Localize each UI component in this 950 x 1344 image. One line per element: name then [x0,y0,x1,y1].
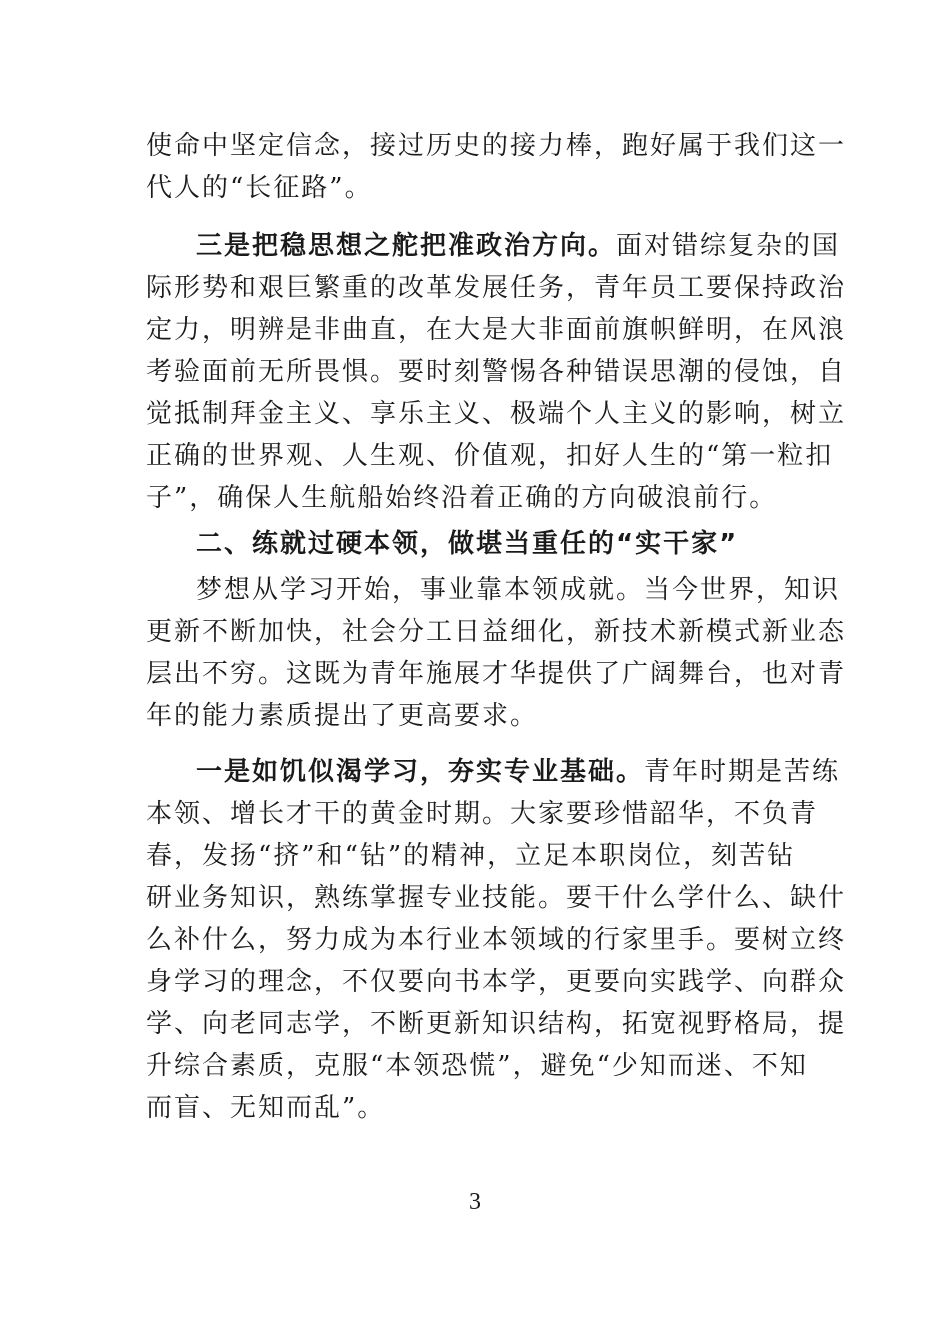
text-run: 而盲、无知而乱”。 [146,1093,386,1123]
page-number: 3 [469,1189,481,1215]
text-line [146,436,834,476]
bold-lead-text: 一是如饥似渴学习，夯实专业基础。 [196,757,645,787]
text-line [196,570,856,610]
text-run: 研业务知识，熟练掌握专业技能。要干什么学什么、缺什 [146,883,847,913]
text-line [146,126,847,166]
text-line [146,612,847,652]
text-run: 代人的“长征路”。 [146,173,373,203]
text-line [146,696,806,736]
text-line [146,878,847,918]
text-line [146,836,806,876]
text-line [196,524,856,564]
text-run: 春，发扬“挤”和“钻”的精神，立足本职岗位，刻苦钻 [146,841,796,871]
text-line [196,752,856,792]
text-line [146,310,847,350]
text-line [146,352,847,392]
bold-lead-text: 三是把稳思想之舵把准政治方向。 [196,231,617,261]
text-run: 升综合素质，克服“本领恐慌”，避免“少知而迷、不知 [146,1051,808,1081]
text-run: 子”，确保人生航船始终沿着正确的方向破浪前行。 [146,483,778,513]
text-run: 本领、增长才干的黄金时期。大家要珍惜韶华，不负青 [146,799,819,829]
text-run: 年的能力素质提出了更高要求。 [146,701,539,731]
text-line [146,394,847,434]
text-line [146,168,806,208]
text-run: 正确的世界观、人生观、价值观，扣好人生的“第一粒扣 [146,441,834,471]
text-line [146,920,847,960]
text-line [146,478,806,518]
section-heading: 二、练就过硬本领，做堪当重任的“实干家” [196,529,739,559]
text-line [146,268,847,308]
text-run: 身学习的理念，不仅要向书本学，更要向实践学、向群众 [146,967,847,997]
text-run: 更新不断加快，社会分工日益细化，新技术新模式新业态 [146,617,847,647]
text-line [146,962,847,1002]
text-run: 觉抵制拜金主义、享乐主义、极端个人主义的影响，树立 [146,399,847,429]
text-run: 考验面前无所畏惧。要时刻警惕各种错误思潮的侵蚀，自 [146,357,847,387]
text-run: 层出不穷。这既为青年施展才华提供了广阔舞台，也对青 [146,659,847,689]
text-line [146,654,847,694]
text-line [146,1004,847,1044]
text-line [146,1046,806,1086]
text-line [146,794,819,834]
text-run: 青年时期是苦练 [644,757,841,787]
text-run: 定力，明辨是非曲直，在大是大非面前旗帜鲜明，在风浪 [146,315,847,345]
text-run: 面对错综复杂的国 [616,231,841,261]
text-run: 梦想从学习开始，事业靠本领成就。当今世界，知识 [196,575,841,605]
text-line [146,1088,806,1128]
text-run: 使命中坚定信念，接过历史的接力棒，跑好属于我们这一 [146,131,847,161]
text-run: 际形势和艰巨繁重的改革发展任务，青年员工要保持政治 [146,273,847,303]
text-line [196,226,856,266]
text-run: 么补什么，努力成为本行业本领域的行家里手。要树立终 [146,925,847,955]
text-run: 学、向老同志学，不断更新知识结构，拓宽视野格局，提 [146,1009,847,1039]
